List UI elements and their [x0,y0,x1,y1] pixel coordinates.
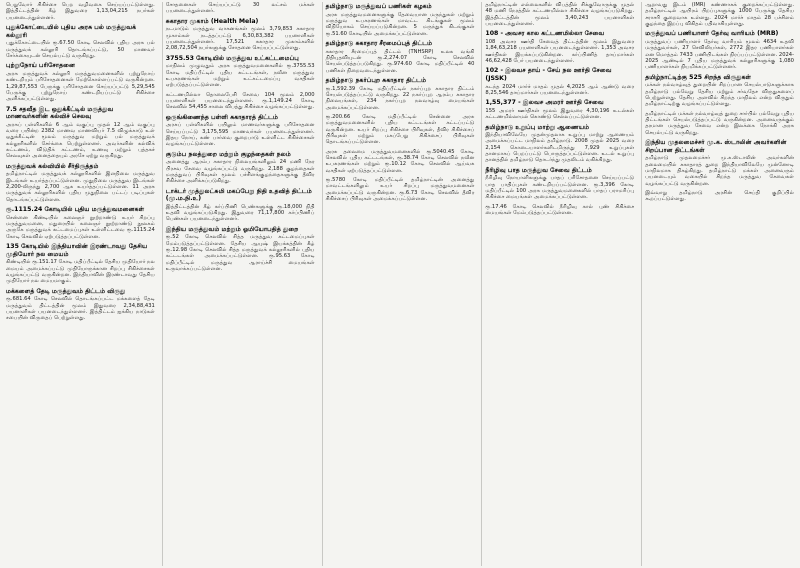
article-block [485,167,634,201]
article-heading: 1,55,377 - இலவச அமரர் ஊர்தி சேவை [485,99,604,107]
article-block [485,124,634,164]
article-heading: 108 - அவசர கால கட்டணமில்லா சேவை [485,30,605,38]
column-5 [641,2,797,566]
article-block [645,30,794,70]
article-text: ரூ.200.66 கோடி மதிப்பீட்டில் சென்னை அரசு மருத்துவமனைகளில் புதிய கட்டடங்கள் கட்டப்பட்டு வருகின்றன. உயர் சிறப்பு சிகிச்சை பிரிவுகள், தீவிர சிகிச்சைப் பிரிவுகள் மற்றும் மகப்பேறு சிகிச்சைப் பிரிவுகள் தொடங்கப்பட்டுள்ளன. [325,113,475,146]
article-block [485,99,634,120]
column-4 [481,2,637,566]
article-block [6,206,155,240]
article-block [645,190,794,203]
article-heading: தமிழ்நாட்டிற்கு 525 சிறந்த விருதுகள் [645,73,752,81]
article-block [166,55,315,89]
article-text: 108 அவசர ஊர்தி சேவைத் திட்டத்தின் மூலம் இதுவரை 1,84,63,218 பயனாளிகள் பயனடைந்துள்ளனர். 1,353 அவசர ஊர்திகள் இயக்கப்படுகின்றன. கர்ப்பிணித் தாய்மார்கள் 46,62,428 பேர் பயனடைந்துள்ளனர். [485,38,635,64]
article-text: ஆறாவது இடம் (IMR) கண்ணாகக் குறைக்கப்பட்டுள்ளது. தமிழ்நாட்டில் ஆயிரம் பிறப்புகளுக்கு 1000 பேருக்கு தேசிய சராசரி குறைவாக உள்ளது. 2024 மார்ச் மாதம் 28 பச்சிளம் குழந்தை இறப்பு விகிதம் பதிவாகியுள்ளது. [645,2,794,28]
article-heading: மக்களைத் தேடி மருத்துவம் திட்டம் விருது [6,287,126,295]
article-text: மாநிலம் முழுவதும் அரசு மருத்துவமனைகளில் ரூ.3755.53 கோடி மதிப்பீட்டில் புதிய கட்டடங்கள், நவீன மருத்துவ உபகரணங்கள் மற்றும் உட்கட்டமைப்பு வசதிகள் ஏற்படுத்தப்பட்டுள்ளன. [165,63,315,89]
article-heading: இந்திய முதலமைச்சர் மு.க. ஸ்டாலின் அவர்களின் சிறப்பான திட்டங்கள் [645,139,787,154]
article-block [6,62,155,102]
article-block [485,204,634,217]
article-text: இத்திட்டத்தின் கீழ் கர்ப்பிணி பெண்களுக்கு ரூ.18,000 நிதி உதவி வழங்கப்படுகிறது. இதுவரை 71,17,800 கர்ப்பிணிப் பெண்கள் பயனடைந்துள்ளனர். [165,203,315,223]
article-heading: ஒருங்கிணைந்த பள்ளி சுகாதாரத் திட்டம் [165,113,279,121]
article-heading: புற்றுநோய் பரிசோதனை [6,62,76,70]
article-text: இவ்வாறு தமிழ்நாடு அரசின் செய்தி குறிப்பில் கூறப்பட்டுள்ளது. [645,189,794,203]
column-3 [322,2,478,566]
article-block [645,74,794,108]
article-heading: டாக்டர் முத்துலட்சுமி மகப்பேறு நிதி உதவித் திட்டம் (மு.ம.நி.உ) [165,187,312,203]
article-heading: 135 கோடியில் இந்தியாவின் இரண்டாவது தேசிய முதியோர் நல மையம் [6,243,148,258]
article-text: தமிழ்நாட்டின் எல்லைகளில் விபத்தில் சிக்குவோருக்கு முதல் 48 மணி நேரத்தில் கட்டணமில்லா சிகிச்சை வழங்கப்படுகிறது. இத்திட்டத்தின் மூலம் 3,40,243 பயனாளிகள் பயனடைந்துள்ளனர். [485,2,635,28]
article-block [166,226,315,273]
article-block [6,243,155,285]
article-block [326,77,475,111]
article-text: அரசுப் பள்ளிகளில் பயிலும் மாணவர்களுக்கு பரிசோதனை செய்யப்பட்டு 3,175,595 மாணவர்கள் பயனடைந்துள்ளனர். இதய நோய், கண் பார்வை குறைபாடு உள்ளிட்ட சிகிச்சைகள் வழங்கப்பட்டுள்ளன. [165,122,315,148]
article-block [326,40,475,74]
article-text: அரசு மருத்துவமனைகளுக்கு தேவையான மருந்துகள் மற்றும் மருத்துவ உபகரணங்கள் மாவட்ட கிடங்குகள் மூலம் விநியோகம் செய்யப்படுகின்றன. 5 மருந்துக் கிடங்குகள் ரூ.51.60 கோடியில் அமைக்கப்பட்டுள்ளன. [325,11,475,37]
article-text: ரூ.52 கோடி செலவில் சித்த மருத்துவ கட்டமைப்புகள் மேம்படுத்தப்பட்டுள்ளன. தேசிய ஆயுஷ் இயக்கத்தின் கீழ் ரூ.12.98 கோடி செலவில் சித்த மருத்துவக் கல்லூரிகளில் புதிய கட்டடங்கள் அமைக்கப்பட்டுள்ளன. ரூ.95.63 கோடி மதிப்பீட்டில் மருத்துவ ஆராய்ச்சி மையங்கள் உருவாக்கப்பட்டுள்ளன. [165,234,315,273]
article-block [326,114,475,146]
article-text: புதுக்கோட்டையில் ரூ.67.50 கோடி செலவில் புதிய அரசு பல் மருத்துவக் கல்லூரி தொடங்கப்பட்டு, 50 மாணவர் சேர்க்கையுடன் செயல்பட்டு வருகிறது. [6,40,155,59]
article-text: அரசு தலைமை மருத்துவமனைகளில் ரூ.5040.45 கோடி செலவில் புதிய கட்டடங்கள், ரூ.38.74 கோடி செலவில் நவீன உபகரணங்கள் மற்றும் ரூ.10.12 கோடி செலவில் ஆய்வக வசதிகள் ஏற்படுத்தப்பட்டுள்ளன. [325,148,475,174]
article-text: அனைத்து ஆரம்ப சுகாதார நிலையங்களிலும் 24 மணி நேர பிரசவ சேவை வழங்கப்பட்டு வருகிறது. 2,188 குழந்தைகள் மருத்துவப் பிரிவுகள் மூலம் பச்சிளங்குழந்தைகளுக்கு தீவிர சிகிச்சை அளிக்கப்படுகிறது. [165,159,315,185]
article-text: அரசு மருத்துவக் கல்லூரி மருத்துவமனைகளில் புற்றுநோய் கண்டறியும் பரிசோதனைகள் மேற்கொள்ளப்பட்டு வருகின்றன. 1,29,87,553 பேருக்கு பரிசோதனை செய்யப்பட்டு 5,29,545 பேருக்கு புற்றுநோய் கண்டறியப்பட்டு சிகிச்சை அளிக்கப்பட்டுள்ளது. [6,70,155,103]
article-text: சோதனைகள் செய்யப்பட்டு 30 லட்சம் மக்கள் பயனடைந்துள்ளனர். [165,2,315,15]
article-block [6,2,155,21]
article-text: நடமாடும் மருத்துவ வாகனங்கள் மூலம் 3,79,853 சுகாதார முகாம்கள் நடத்தப்பட்டு 6,30,83,382 பயனாளிகள் பயனடைந்துள்ளனர். 17,521 சுகாதார முகாம்களில் 2,08,72,504 நபர்களுக்கு சோதனை செய்யப்பட்டுள்ளது. [165,26,315,52]
article-heading: தமிழ்நாடு நகர்ப்புற சுகாதார திட்டம் [325,76,427,84]
article-block [6,24,155,59]
article-heading: குடும்ப நலத்துறை மற்றும் குழந்தைகள் நலம் [165,150,291,158]
article-block [166,18,315,52]
article-block [645,2,794,27]
article-block [485,30,634,64]
article-heading: புதுக்கோட்டையில் புதிய அரசு பல் மருத்துவக் கல்லூரி [6,24,137,39]
article-block [166,114,315,148]
column-2 [162,2,318,566]
column-1 [3,2,158,566]
article-text: மருத்துவப் பணியாளர் தேர்வு வாரியம் மூலம் 4634 உதவி மருத்துவர்கள், 27 செவிலியர்கள், 2772 இதர பணியாளர்கள் என மொத்தம் 7433 பணியிடங்கள் நிரப்பப்பட்டுள்ளன. 2024-2025 ஆண்டில் 7 புதிய மருத்துவக் கல்லூரிகளுக்கு 1,080 பணியாளர்கள் நியமிக்கப்பட்டுள்ளனர். [645,38,794,71]
article-block [166,2,315,15]
article-text: அரசுப் பள்ளிகளில் 6 ஆம் வகுப்பு முதல் 12 ஆம் வகுப்பு வரை பயின்ற 2382 மாணவ மாணவியர் 7.5 விழுக்காடு உள் ஒதுக்கீட்டின் மூலம் மருத்துவ மற்றும் பல் மருத்துவக் கல்லூரிகளில் சேர்க்கை பெற்றுள்ளனர். அவர்களின் கல்விக் கட்டணம், விடுதிக் கட்டணம், உணவு மற்றும் புத்தகச் செலவுகள் அனைத்தையும் அரசே ஏற்று வருகிறது. [6,121,155,160]
article-text: கிண்டியில் ரூ.151.17 கோடி மதிப்பீட்டில் தேசிய முதியோர் நல மையம் அமைக்கப்பட்டு முதியோருக்கான சிறப்பு சிகிச்சைகள் வழங்கப்பட்டு வருகின்றன. இந்தியாவின் இரண்டாவது தேசிய முதியோர் நல மையமாகும். [6,259,155,285]
article-block [326,177,475,202]
article-heading: மருத்துவக் கல்வியில் சீர்திருத்தம் [6,162,99,170]
article-text: சென்னை கிண்டியில் கலைஞர் நூற்றாண்டு உயர் சிறப்பு மருத்துவமனை, மதுரையில் கலைஞர் நூற்றாண்டு நூலகம் அருகே மருத்துவக் கட்டமைப்புகள் உள்ளிட்டவை ரூ.1115.24 கோடி செலவில் ஏற்படுத்தப்பட்டுள்ளன. [6,214,155,240]
article-heading: தமிழ்நாடு உறுப்பு மாற்று ஆணையம் [485,123,590,131]
article-text: கட்டணமில்லா தொலைபேசி சேவை 104 மூலம் 2,000 பயனாளிகள் பயனடைந்துள்ளனர். ரூ.1,149.24 கோடி செலவில் 54,455 சாலை விபத்து சிகிச்சை வழங்கப்பட்டுள்ளது. [165,91,315,111]
article-text: நீரிழிவு நோயாளிகளுக்கு பாதப் பரிசோதனை செய்யப்பட்டு பாத பாதிப்புகள் கண்டறியப்பட்டுள்ளன. ரூ.3,396 கோடி மதிப்பீட்டில் 100 அரசு மருத்துவமனைகளில் பாதப் பராமரிப்பு சிகிச்சை மையங்கள் அமைக்கப்பட்டுள்ளன. [485,175,635,201]
article-heading: தமிழ்நாடு மருத்துவப் பணிகள் கழகம் [325,3,432,10]
article-block [166,188,315,223]
article-text: இந்தியாவிலேயே முதன்முதலாக உறுப்பு மாற்று ஆணையம் அமைக்கப்பட்ட மாநிலம் தமிழ்நாடு. 2008 முதல் 2025 வரை 2,154 கொடையாளர்களிடமிருந்து 7,929 உறுப்புகள் தானமாகப் பெறப்பட்டு பொருத்தப்பட்டுள்ளன. உடல் உறுப்பு தானத்தில் தமிழ்நாடு தொடர்ந்து முதலிடம் வகிக்கிறது. [485,132,635,164]
article-text: தமிழ்நாடு முதலமைச்சர் மு.க.ஸ்டாலின் அவர்களின் தலைமையில் சுகாதாரத் துறை இந்தியாவிலேயே முன்னோடி மாநிலமாக திகழ்கிறது. தமிழ்நாட்டு மக்கள் அனைவரும் பயனடையும் வகையில் சிறந்த மருத்துவ சேவைகள் வழங்கப்பட்டு வருகின்றன. [645,155,794,187]
article-text: தமிழ்நாட்டில் மருத்துவக் கல்லூரிகளில் இளநிலை மருத்துவ இடங்கள் உயர்த்தப்பட்டுள்ளன. முதுநிலை மருத்துவ இடங்கள் 2,200-லிருந்து 2,700 ஆக உயர்த்தப்பட்டுள்ளன. 11 அரசு மருத்துவக் கல்லூரிகளில் புதிய முதுநிலை பட்டப் படிப்புகள் தொடங்கப்பட்டுள்ளன. [6,171,155,203]
article-block [485,67,634,96]
article-text: ரூ.1,592.39 கோடி மதிப்பீட்டில் நகர்ப்புற சுகாதார திட்டம் செயல்படுத்தப்பட்டு வருகிறது. 22 நகர்ப்புற ஆரம்ப சுகாதார நிலையங்கள், 234 நகர்ப்புற நலவாழ்வு மையங்கள் அமைக்கப்பட்டுள்ளன. [325,85,475,111]
article-heading: 7.5 சதவீத இட ஒதுக்கீட்டில் மருத்துவ மாணவர்களின் கல்விச் செலவு [6,105,114,121]
article-block [326,3,475,37]
article-block [645,139,794,187]
article-text: ரூ.17.46 கோடி செலவில் நீரிழிவு கால் புண் சிகிச்சை மையங்கள் மேம்படுத்தப்பட்டுள்ளன. [485,203,635,217]
article-text: ரூ.5780 கோடி மதிப்பீட்டில் தமிழ்நாட்டின் அனைத்து மாவட்டங்களிலும் உயர் சிறப்பு மருத்துவமனைகள் அமைக்கப்பட்டு வருகின்றன. ரூ.6.73 கோடி செலவில் தீவிர சிகிச்சைப் பிரிவுகள் அமைக்கப்பட்டுள்ளன. [325,177,475,203]
article-block [6,288,155,322]
article-heading: மருத்துவப் பணியாளர் தேர்வு வாரியம் (MRB) [645,30,779,38]
article-heading: சுகாதார முகாம் (Health Mela) [165,17,259,25]
article-heading: ரூ.1115.24 கோடியில் புதிய மருத்துவமனைகள் [6,206,145,214]
article-heading: தமிழ்நாடு சுகாதார சீரமைப்புத் திட்டம் [325,39,433,47]
article-text: கடந்த 2024 மார்ச் மாதம் முதல் 4,2025 ஆம் ஆண்டு வரை 8,25,546 தாய்மார்கள் பயனடைந்துள்ளனர். [485,83,635,96]
article-block [6,106,155,160]
article-text: ரூ.681.64 கோடி செலவில் தொடங்கப்பட்ட மக்களைத் தேடி மருத்துவம் திட்டத்தின் மூலம் இதுவரை 2,34,88,431 பயனாளிகள் பயனடைந்துள்ளனர். இத்திட்டம் ஐக்கிய நாடுகள் சபையின் விருதைப் பெற்றுள்ளது. [6,296,155,322]
article-block [166,151,315,185]
article-heading: 102 - இலவச தாய் - சேய் நல ஊர்தி சேவை (JSSK) [485,67,612,82]
article-heading: இந்திய மருத்துவம் மற்றும் ஓமியோபதித் துறை [165,225,299,233]
article-block [645,111,794,136]
article-block [485,2,634,27]
article-text: 155 அமரர் ஊர்திகள் மூலம் இதுவரை 4,30,196 உடல்கள் கட்டணமில்லாமல் கொண்டு செல்லப்பட்டுள்ளன. [485,107,635,121]
article-text: மக்கள் நல்வாழ்வுத் துறையின் சிறப்பான செயல்பாடுகளுக்காக தமிழ்நாடு பல்வேறு தேசிய மற்றும் சர்வதேச விருதுகளைப் பெற்றுள்ளது. தேசிய அளவில் சிறந்த மாநிலம் என்ற விருதும் தமிழ்நாட்டிற்கு வழங்கப்பட்டுள்ளது. [645,82,794,108]
article-block [326,149,475,174]
article-heading: நீரிழிவு பாத மருத்துவ சேவை திட்டம் [485,166,592,174]
article-text: சுகாதார சீரமைப்புத் திட்டம் (TNHSRP) உலக வங்கி நிதியுதவியுடன் ரூ.2,274.07 கோடி செலவில் செயல்படுத்தப்படுகிறது. ரூ.974.60 கோடி மதிப்பீட்டில் 40 பணிகள் நிறைவடைந்துள்ளன. [325,48,475,74]
article-block [6,163,155,203]
article-text: தமிழ்நாட்டில் மக்கள் நல்வாழ்வுத் துறை சார்பில் பல்வேறு புதிய திட்டங்கள் செயல்படுத்தப்பட்டு வருகின்றன. அனைவருக்கும் தரமான மருத்துவ சேவை என்ற இலக்கை நோக்கி அரசு செயல்பட்டு வருகிறது. [645,110,794,136]
article-block [166,92,315,111]
article-text: பெறுவோர் சிகிச்சை பெற வழிவகை செய்யப்பட்டுள்ளது. இத்திட்டத்தின் கீழ் இதுவரை 1,13,04,215 நபர்கள் பயனடைந்துள்ளனர். [6,2,155,21]
article-heading: 3755.53 கோடியில் மருத்துவ உட்கட்டமைப்பு [165,54,299,62]
